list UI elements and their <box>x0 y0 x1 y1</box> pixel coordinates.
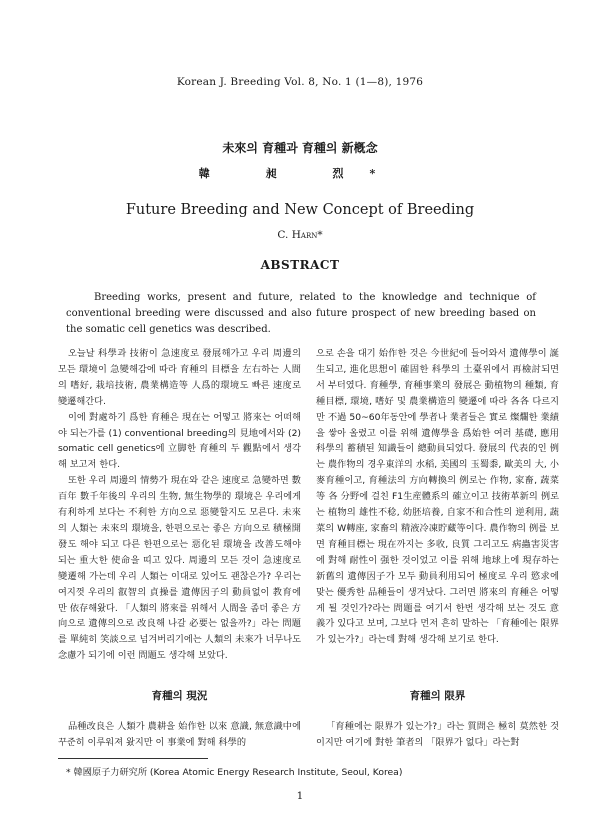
author-english: C. Harn* <box>277 229 323 241</box>
abstract-heading: ABSTRACT <box>260 258 340 272</box>
body-paragraph: 또한 우리 周邊의 情勢가 現在와 같은 速度로 急變하면 數百年 數千年後의 우리의 生物, 無生物學的 環境은 우리에게 有利하게 보다는 不利한 方向으로 惡變할지도 모른다. 未來의 人類는 未來의 環境을, 한편으로는 좋은 方向으로 積極開發도 해야 되고 다른 한편으로는 惡化된 環境을 改善도해야 되는 重大한 使命을 띠고 있다. 周邊의 모든 것이 急速度로 變遷해 가는데 우리 人類는 이대로 있어도 괜찮은가? 우리는 여지껏 우리의 叡智의 貞操를 遺傳因子의 動員없이 教育에만 依存해왔다. 「人類의 將來를 위해서 人間을 좀더 좋은 方向으로 遺傳의으로 改良해 나갈 必要는 없을까?」라는 問題를 單純히 笑談으로 넘겨버리기에는 人類의 未來가 너무나도 念慮가 되기에 이런 問題도 생각해 보았다. <box>58 475 301 662</box>
author-korean: 韓 昶 烈* <box>198 167 402 180</box>
body-paragraph: 으로 손을 대기 始作한 것은 今世紀에 들어와서 遺傳學이 誕生되고, 進化思想이 確固한 科學의 土臺위에서 再檢討되면서 부터였다. 育種學, 育種事業의 發展은 動植物의 種類, 育種目標, 環境, 嗜好 및 農業構造의 變遷에 따라 各各 다르지만 不過 50~60年동안에 學者나 業者들은 實로 燦爛한 業績을 쌓아 올렸고 이를 위해 遺傳學을 爲始한 여러 基礎, 應用科學의 蓄積된 知識들이 總動員되었다. 發展의 代表的인 例는 農作物의 경우東洋의 水稻, 美國의 玉蜀黍, 歐美의 大, 小麥育種이고, 育種法의 方向轉換의 例로는 作物, 家畜, 蔬菜等 各 分野에 걸친 F1生産體系의 確立이고 技術革新의 例로는 植物의 雄性不稔, 幼胚培養, 自家不和合性의 逆利用, 蔬菜의 W轉座, 家畜의 精液冷凍貯藏等이다. 農作物의 例를 보면 育種目標는 現在까지는 多收, 良質 그리고도 病蟲害災害에 對해 耐性이 强한 것이었고 이를 위해 地球上에 現存하는 新舊의 遺傳因子가 모두 動員利用되어 極度로 우리 慾求에 맞는 優秀한 品種들이 생겨났다. 그러면 將來의 育種은 어떻게 될 것인가?라는 問題를 여기서 한번 생각해 보는 것도 意義가 있다고 보며, 그보다 먼저 흔히 말하는 「育種에는 限界가 있는가?」라는데 對해 생각해 보기로 한다. <box>316 348 559 646</box>
body-column-right <box>316 346 559 648</box>
section-heading-current-status: 育種의 現況 <box>151 690 208 702</box>
body-paragraph: 이에 對處하기 爲한 育種은 現在는 어떻고 將來는 어떠해야 되는가를 (1) conventional breeding의 見地에서와 (2) somatic cell genetics에 立脚한 育種의 두 觀點에서 생각해 보고저 한다. <box>58 411 301 471</box>
footnote-divider <box>58 758 208 759</box>
body-column-left-section <box>58 719 301 751</box>
paper-title-korean: 未來의 育種과 育種의 新槪念 <box>222 141 378 155</box>
body-paragraph: 오늘날 科學과 技術이 急速度로 發展해가고 우리 周邊의 모든 環境이 急變해감에 따라 育種의 目標을 左右하는 人間의 嗜好, 栽培技術, 農業構造等 人爲的環境도 빠른 速度로 變遷해간다. <box>58 348 301 407</box>
section-heading-limits: 育種의 限界 <box>409 690 466 702</box>
paper-title-english: Future Breeding and New Concept of Breeding <box>125 202 475 218</box>
abstract-text: Breeding works, present and future, related to the knowledge and technique of conventional breeding were discussed and also future prospect of new breeding based on the somatic cell genetics was described. <box>66 292 536 335</box>
body-paragraph: 品種改良은 人類가 農耕을 始作한 以來 意識, 無意識中에 꾸준히 이루워져 왔지만 이 事業에 對해 科學的 <box>58 721 301 748</box>
body-column-left <box>58 346 301 664</box>
footnote: * 韓國原子力研究所 (Korea Atomic Energy Research Institute, Seoul, Korea) <box>66 767 403 778</box>
journal-citation: Korean J. Breeding Vol. 8, No. 1 (1—8), 1976 <box>176 76 424 88</box>
body-column-right-section <box>316 719 559 751</box>
page-number: 1 <box>296 790 304 802</box>
body-paragraph: 「育種에는 限界가 있는가?」라는 質問은 極히 莫然한 것이지만 여기에 對한 筆者의 「限界가 없다」라는對 <box>316 721 559 748</box>
